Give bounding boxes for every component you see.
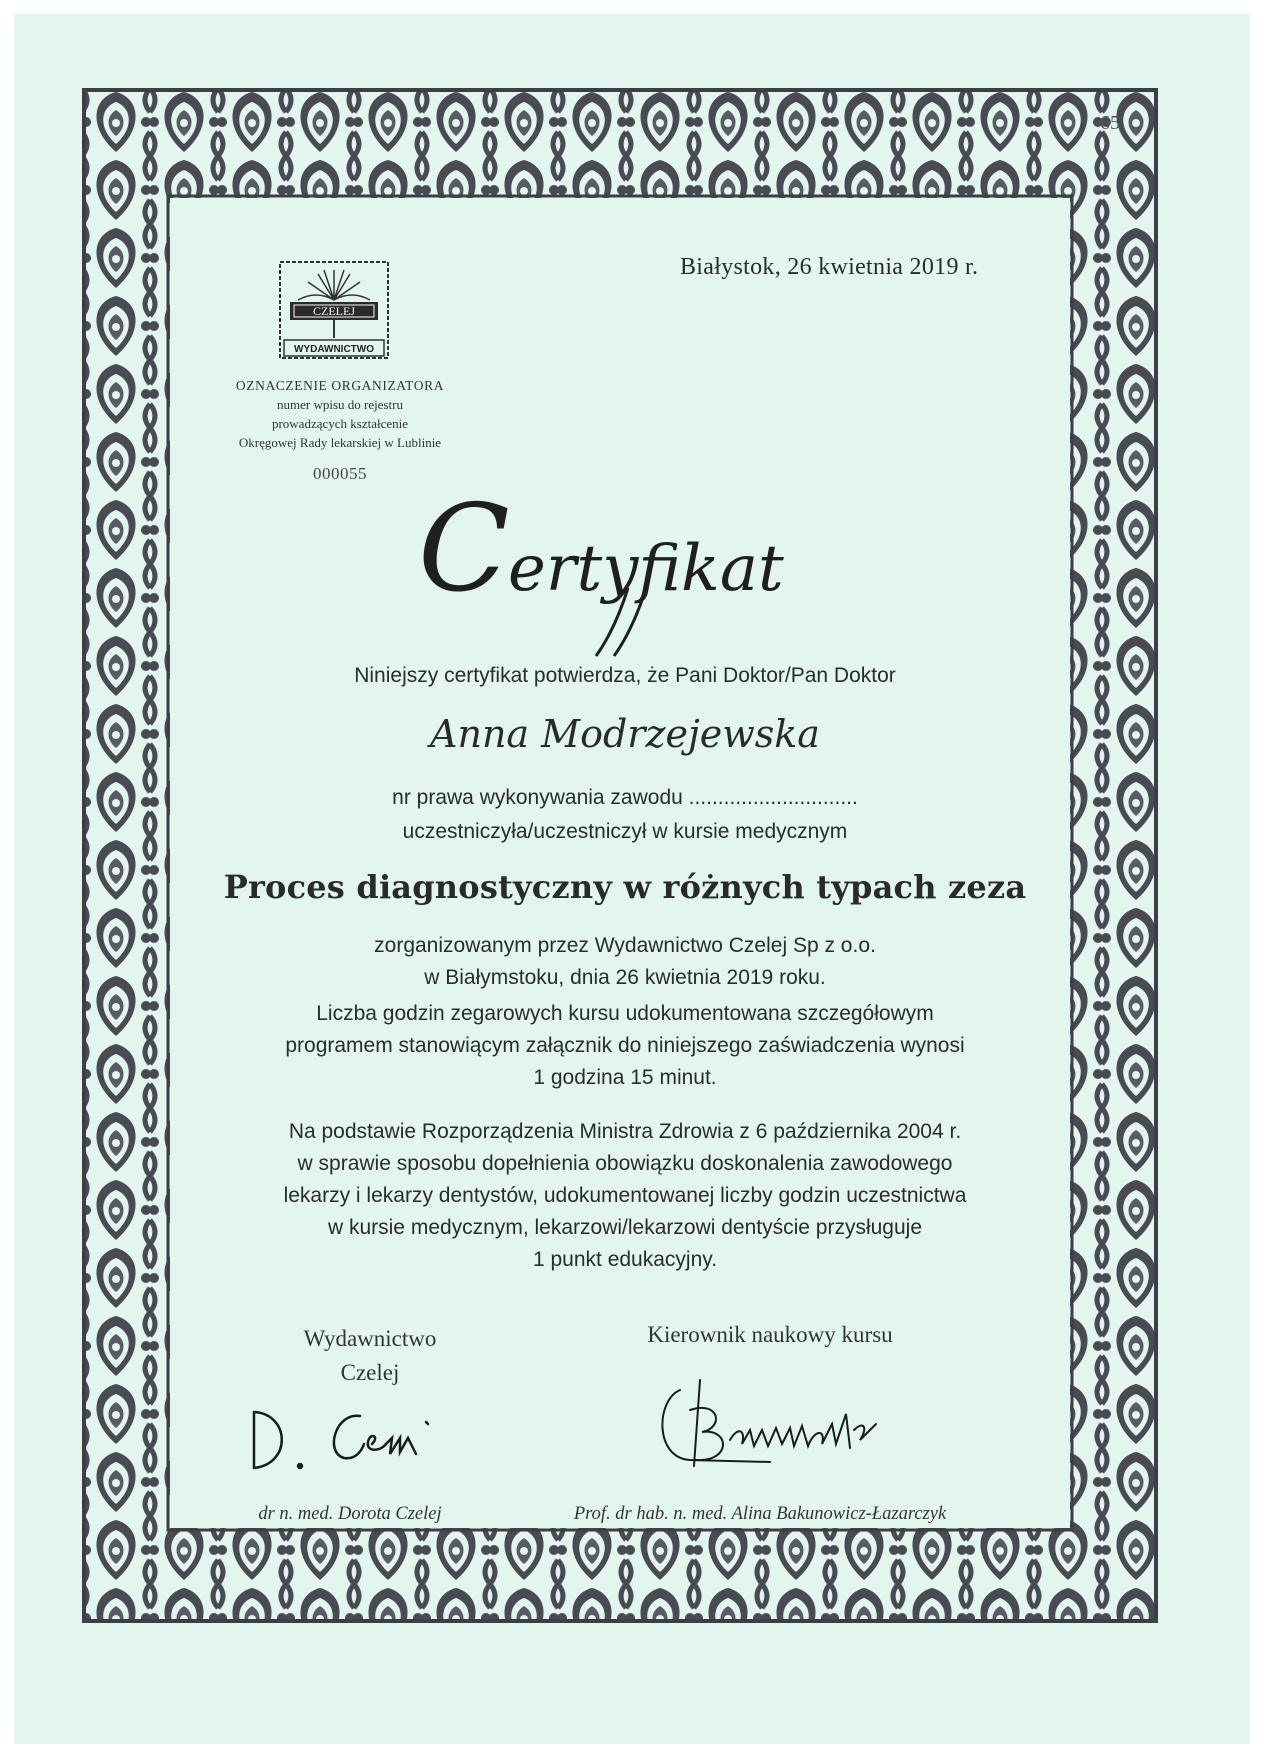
course-title: Proces diagnostyczny w różnych typach zeza [223, 868, 1027, 906]
legal-line-1: Na podstawie Rozporządzenia Ministra Zdrowia z 6 października 2004 r. [288, 1120, 962, 1143]
registry-number: 000055 [313, 464, 367, 483]
organizer-heading: OZNACZENIE ORGANIZATORA [235, 378, 445, 393]
publisher-logo [278, 260, 390, 360]
publisher-label-line-1: Wydawnictwo [303, 1326, 437, 1351]
recipient-name: Anna Modrzejewska [430, 712, 820, 756]
director-signature-label: Kierownik naukowy kursu [647, 1322, 893, 1347]
legal-line-3: lekarzy i lekarzy dentystów, udokumentowanej liczby godzin uczestnictwa [283, 1184, 967, 1207]
participation-text: uczestniczyła/uczestniczył w kursie medycznym [402, 820, 848, 843]
publisher-signatory-name: dr n. med. Dorota Czelej [258, 1504, 442, 1524]
publisher-label-line-2: Czelej [340, 1360, 400, 1385]
organized-by-paragraph [190, 930, 1060, 994]
hours-paragraph [190, 998, 1060, 1094]
logo-top-text: CZELEJ [313, 304, 355, 318]
organizer-line-3: prowadzących kształcenie [271, 416, 409, 431]
legal-line-5: 1 punkt edukacyjny. [532, 1248, 718, 1271]
hours-line-1: Liczba godzin zegarowych kursu udokumentowana szczegółowym [316, 1002, 934, 1025]
logo-bottom-text: WYDAWNICTWO [294, 344, 374, 355]
license-number-line: nr prawa wykonywania zawodu ............................. [392, 786, 858, 809]
organizer-info [210, 376, 470, 452]
organized-line-1: zorganizowanym przez Wydawnictwo Czelej Sp z o.o. [374, 934, 876, 957]
director-signatory-name: Prof. dr hab. n. med. Alina Bakunowicz-Łazarczyk [573, 1504, 947, 1524]
place-and-date: Białystok, 26 kwietnia 2019 r. [680, 254, 979, 280]
publisher-signature [240, 1392, 460, 1482]
certificate-title [400, 470, 820, 660]
organizer-line-2: numer wpisu do rejestru [276, 397, 403, 412]
organized-line-2: w Białymstoku, dnia 26 kwietnia 2019 roku. [424, 966, 826, 989]
legal-line-4: w kursie medycznym, lekarzowi/lekarzowi dentyście przysługuje [327, 1216, 923, 1239]
title-text: ertyfikat [508, 532, 784, 606]
hours-line-2: programem stanowiącym załącznik do niniejszego zaświadczenia wynosi [285, 1034, 965, 1057]
organizer-line-4: Okręgowej Rady lekarskiej w Lublinie [238, 435, 442, 450]
intro-text: Niniejszy certyfikat potwierdza, że Pani Doktor/Pan Doktor [354, 664, 896, 687]
legal-line-2: w sprawie sposobu dopełnienia obowiązku doskonalenia zawodowego [297, 1152, 953, 1175]
director-signature [650, 1370, 900, 1480]
title-initial: C [418, 480, 510, 619]
legal-basis-paragraph [190, 1116, 1060, 1276]
hours-line-3: 1 godzina 15 minut. [533, 1066, 717, 1089]
page-number: 65 [1100, 112, 1120, 134]
publisher-signature-label [260, 1322, 480, 1390]
